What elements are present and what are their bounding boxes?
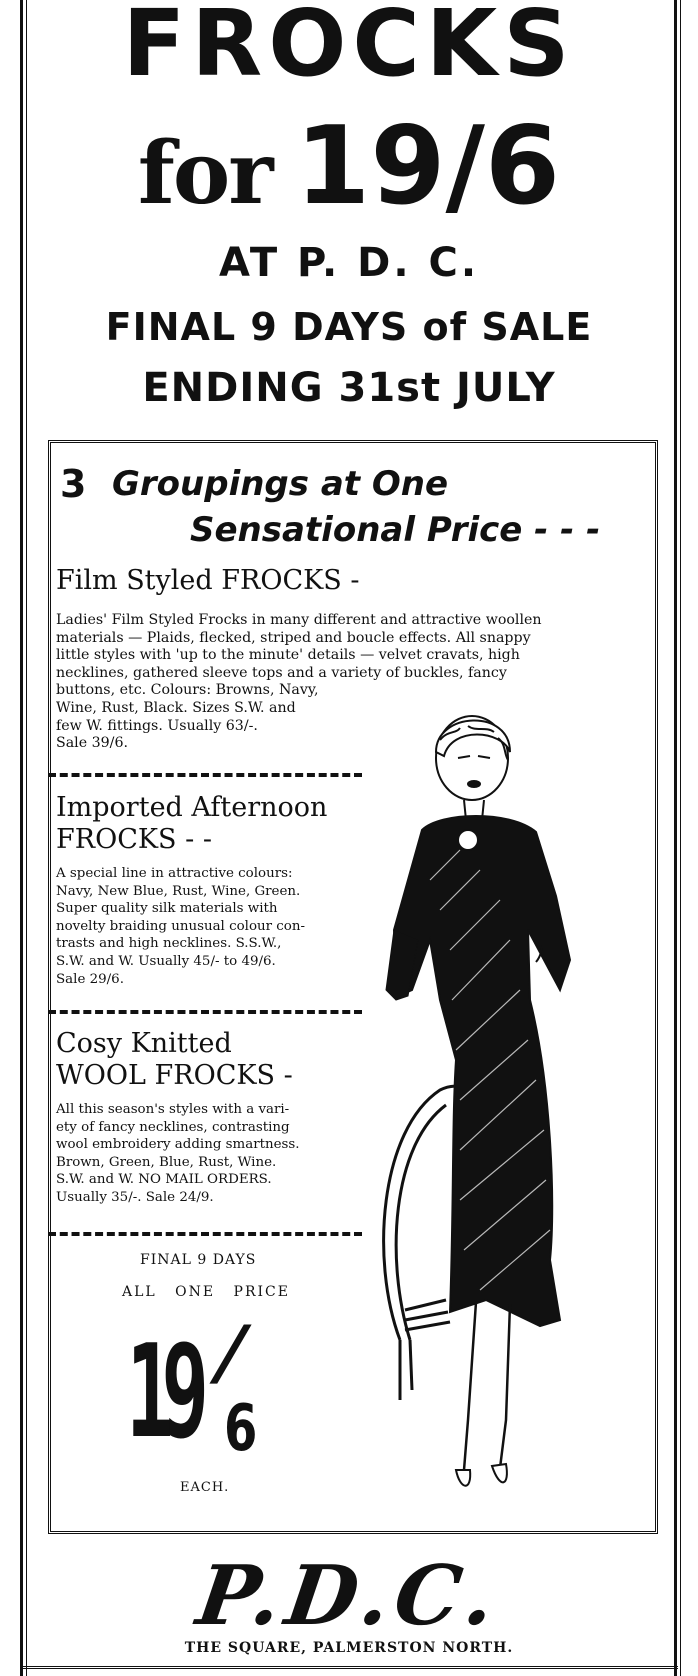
section-2-line: S.W. and W. Usually 45/- to 49/6. — [56, 953, 276, 969]
section-3-line: S.W. and W. NO MAIL ORDERS. — [56, 1172, 272, 1188]
section-2-line: Super quality silk materials with — [56, 901, 278, 917]
section-2-line: novelty braiding unusual colour con- — [56, 918, 305, 934]
section-2-line: trasts and high necklines. S.S.W., — [56, 936, 282, 952]
section-2-line: A special line in attractive colours: — [56, 866, 293, 881]
section-1-line: little styles with 'up to the minute' details — velvet cravats, high — [56, 647, 520, 664]
footer-address: THE SQUARE, PALMERSTON NORTH. — [184, 1640, 514, 1656]
right-border — [674, 0, 677, 1676]
section-3-line: Brown, Green, Blue, Rust, Wine. — [56, 1154, 277, 1170]
section-2-body — [56, 865, 366, 988]
headline-frocks: FROCKS — [122, 0, 576, 97]
section-2-title-line1: Imported Afternoon — [56, 792, 328, 823]
groupings-line1: Groupings at One — [112, 464, 449, 504]
headline-ending — [30, 365, 668, 411]
section-3-title-line2: WOOL FROCKS - — [56, 1060, 293, 1091]
section-1-line: few W. fittings. Usually 63/-. — [56, 717, 258, 734]
section-3-line: wool embroidery adding smartness. — [56, 1137, 300, 1153]
headline-price-line — [30, 104, 668, 229]
closing-price-tick: / — [206, 1310, 256, 1394]
section-2-title — [56, 792, 327, 856]
headline-ending-word: ENDING — [142, 365, 324, 411]
section-divider — [48, 773, 362, 777]
headline-price: 19/6 — [295, 104, 561, 229]
bottom-border — [20, 1666, 678, 1669]
section-3-body — [56, 1101, 366, 1207]
section-1-line: Wine, Rust, Black. Sizes S.W. and — [56, 699, 296, 716]
section-3-line: ety of fancy necklines, contrasting — [56, 1119, 290, 1135]
section-1-line: Sale 39/6. — [56, 735, 128, 752]
section-1-line: buttons, etc. Colours: Browns, Navy, — [56, 682, 319, 699]
pdc-logo: P.D.C. — [191, 1548, 507, 1644]
section-2-line: Navy, New Blue, Rust, Wine, Green. — [56, 883, 301, 899]
section-3-line: All this season's styles with a vari- — [56, 1102, 290, 1117]
section-divider — [48, 1010, 362, 1014]
section-1-line: necklines, gathered sleeve tops and a variety of buckles, fancy — [56, 664, 507, 681]
section-divider — [48, 1232, 362, 1236]
left-border-inner — [26, 0, 27, 1676]
woman-in-frock-illustration — [360, 700, 660, 1520]
headline-at-pdc: AT P. D. C. — [218, 240, 480, 286]
section-2-title-line2: FROCKS - - — [56, 824, 212, 855]
closing-each: EACH. — [180, 1480, 230, 1495]
closing-price-sub: 6 — [224, 1392, 258, 1466]
section-3-title-line1: Cosy Knitted — [56, 1028, 232, 1059]
groupings-number: 3 — [60, 462, 87, 506]
section-2-line: Sale 29/6. — [56, 971, 124, 987]
left-border — [20, 0, 23, 1676]
headline-ending-date: 31st — [338, 365, 442, 411]
headline-for: for — [137, 123, 272, 224]
groupings-line2: Sensational Price - - - — [190, 510, 601, 550]
section-1-line: Ladies' Film Styled Frocks in many different and attractive woollen — [56, 612, 542, 628]
section-3-title — [56, 1028, 293, 1092]
closing-all-one-price: ALL ONE PRICE — [122, 1284, 290, 1300]
section-1-line: materials — Plaids, flecked, striped and boucle effects. All snappy — [56, 629, 531, 646]
headline-ending-month: JULY — [456, 365, 556, 411]
closing-final-days: FINAL 9 DAYS — [140, 1252, 257, 1268]
section-1-title: Film Styled FROCKS - — [56, 565, 360, 596]
right-border-inner — [680, 0, 681, 1676]
closing-price-main: 19 — [126, 1318, 197, 1467]
headline-final-days: FINAL 9 DAYS of SALE — [105, 305, 593, 349]
section-3-line: Usually 35/-. Sale 24/9. — [56, 1189, 214, 1205]
